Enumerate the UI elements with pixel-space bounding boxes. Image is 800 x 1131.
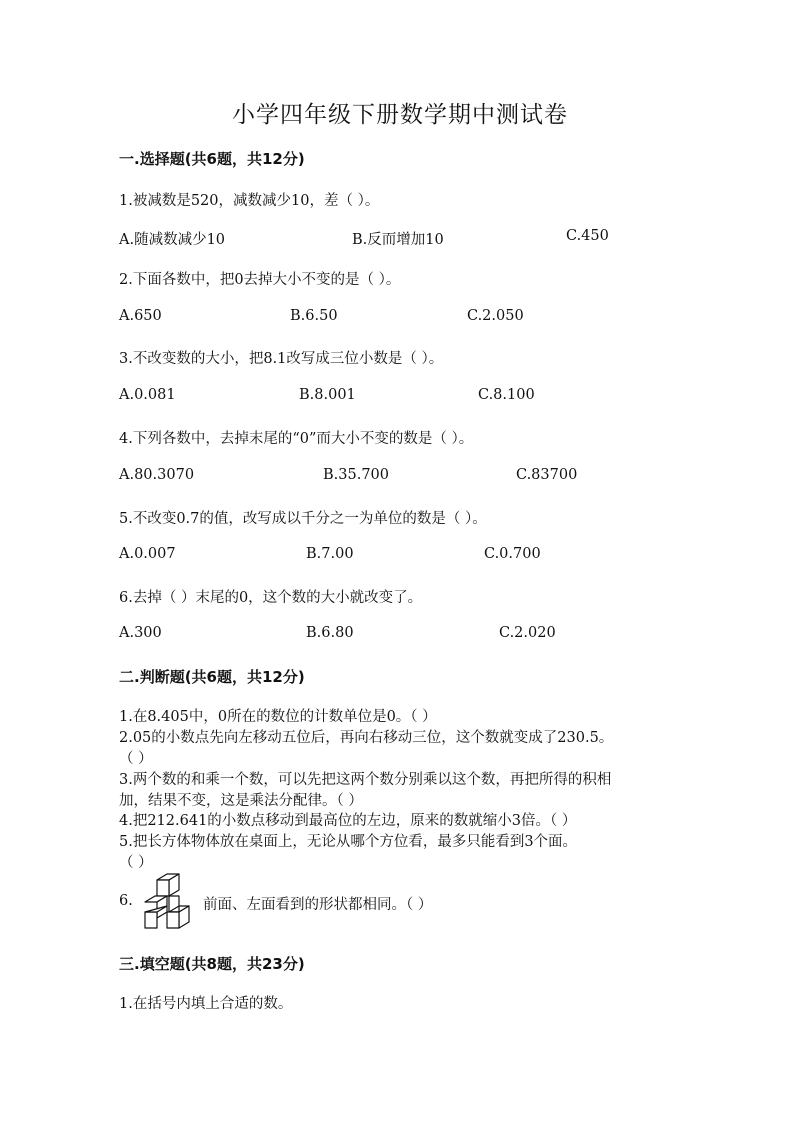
option-c: C.2.050	[467, 308, 524, 324]
question-text: 6.去掉（ ）末尾的0，这个数的大小就改变了。	[119, 590, 423, 606]
option-b: B.反而增加10	[352, 232, 444, 248]
judge-line: （ ）	[119, 855, 153, 871]
option-a: A.300	[119, 625, 162, 641]
option-c: C.2.020	[499, 625, 556, 641]
option-b: B.35.700	[323, 467, 390, 483]
option-a: A.0.081	[119, 387, 176, 403]
option-a: A.0.007	[119, 546, 176, 562]
judge-line: 4.把212.641的小数点移动到最高位的左边，原来的数就缩小3倍。（ ）	[119, 813, 577, 829]
option-c: C.450	[566, 228, 609, 244]
option-b: B.6.50	[290, 308, 338, 324]
question-text: 2.下面各数中，把0去掉大小不变的是（ ）。	[119, 272, 401, 288]
judge-q6-text: 前面、左面看到的形状都相同。（ ）	[203, 897, 433, 913]
judge-line: 5.把长方体物体放在桌面上，无论从哪个方位看，最多只能看到3个面。	[119, 834, 578, 850]
option-c: C.83700	[516, 467, 578, 483]
option-a: A.80.3070	[119, 467, 195, 483]
question-text: 1.被减数是520，减数减少10，差（ ）。	[119, 193, 380, 209]
option-b: B.6.80	[306, 625, 354, 641]
option-b: B.7.00	[306, 546, 354, 562]
option-a: A.650	[119, 308, 162, 324]
option-a: A.随减数减少10	[119, 232, 226, 248]
question-text: 1.在括号内填上合适的数。	[119, 996, 293, 1012]
option-c: C.0.700	[484, 546, 541, 562]
page-title: 小学四年级下册数学期中测试卷	[232, 102, 568, 128]
option-c: C.8.100	[478, 387, 535, 403]
option-b: B.8.001	[299, 387, 356, 403]
question-text: 5.不改变0.7的值，改写成以千分之一为单位的数是（ ）。	[119, 511, 487, 527]
judge-line: 2.05的小数点先向左移动五位后，再向右移动三位，这个数就变成了230.5。	[119, 730, 614, 746]
judge-q6-number: 6.	[119, 893, 133, 909]
cube-figure	[141, 872, 201, 932]
section-heading-choice: 一.选择题(共6题，共12分)	[119, 150, 305, 168]
judge-line: 1.在8.405中，0所在的数位的计数单位是0。（ ）	[119, 709, 437, 725]
question-text: 4.下列各数中，去掉末尾的“0”而大小不变的数是（ ）。	[119, 431, 474, 447]
judge-line: （ ）	[119, 751, 153, 767]
cube-stack-icon	[141, 872, 201, 932]
question-text: 3.不改变数的大小，把8.1改写成三位小数是（ ）。	[119, 351, 444, 367]
judge-line: 加，结果不变，这是乘法分配律。（ ）	[119, 793, 363, 809]
section-heading-true-false: 二.判断题(共6题，共12分)	[119, 668, 305, 686]
section-heading-fill-blank: 三.填空题(共8题，共23分)	[119, 955, 305, 973]
judge-line: 3.两个数的和乘一个数，可以先把这两个数分别乘以这个数，再把所得的积相	[119, 772, 612, 788]
